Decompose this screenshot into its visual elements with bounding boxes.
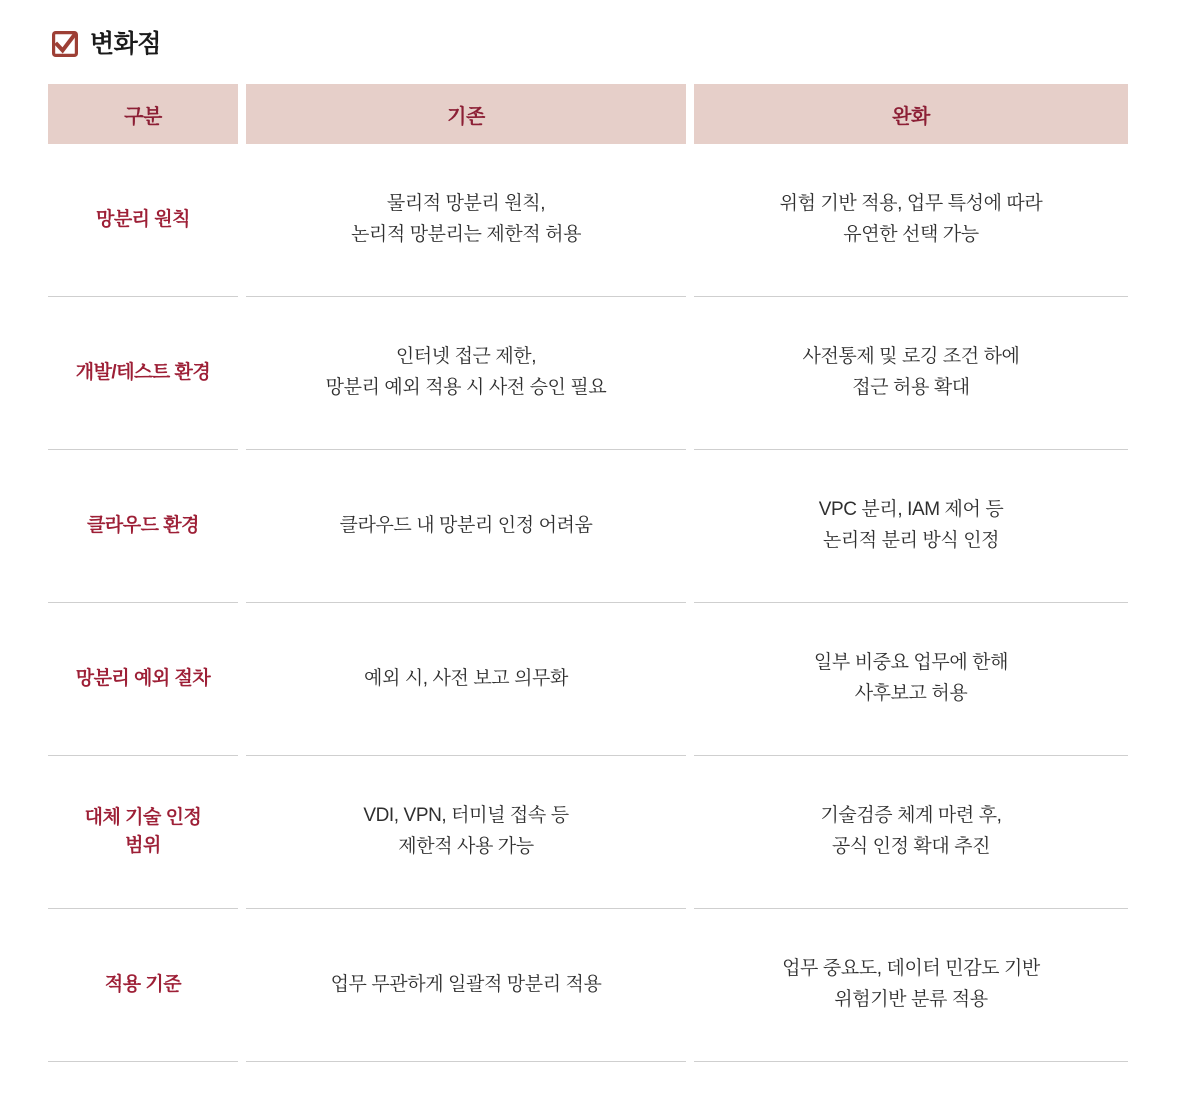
row-after-cell <box>694 756 1128 909</box>
cell-spacer <box>686 756 694 909</box>
cell-spacer <box>686 144 694 297</box>
text-line: 대체 기술 인정 <box>84 806 202 828</box>
text-line: 물리적 망분리 원칙, <box>386 193 546 215</box>
text-line: 일부 비중요 업무에 한해 <box>813 652 1009 674</box>
text-line: 망분리 예외 적용 시 사전 승인 필요 <box>325 377 607 398</box>
row-after-cell <box>694 144 1128 297</box>
cell-spacer <box>238 297 246 450</box>
text-line: 논리적 망분리는 제한적 허용 <box>350 224 582 245</box>
header-spacer-1 <box>238 84 246 144</box>
column-header-category: 구분 <box>48 84 238 144</box>
row-after-cell <box>694 909 1128 1062</box>
row-before-cell <box>246 603 686 756</box>
row-label <box>48 756 238 909</box>
table-header-row <box>48 84 1128 144</box>
checkbox-check-icon <box>52 31 78 57</box>
table-body <box>48 144 1128 1062</box>
text-line: 인터넷 접근 제한, <box>395 346 537 368</box>
column-header-after: 완화 <box>694 84 1128 144</box>
cell-spacer <box>686 297 694 450</box>
comparison-table <box>48 84 1128 1062</box>
text-line: 접근 허용 확대 <box>852 377 970 398</box>
row-before-cell <box>246 756 686 909</box>
row-after-cell <box>694 297 1128 450</box>
row-after-cell <box>694 450 1128 603</box>
table-row <box>48 603 1128 756</box>
text-line: 사후보고 허용 <box>854 683 968 704</box>
row-label: 망분리 원칙 <box>48 144 238 297</box>
text-line: 기술검증 체계 마련 후, <box>820 805 1002 827</box>
column-header-before: 기존 <box>246 84 686 144</box>
row-before-cell <box>246 909 686 1062</box>
text-line: 업무 무관하게 일괄적 망분리 적용 <box>330 973 602 995</box>
table-row <box>48 450 1128 603</box>
cell-spacer <box>238 450 246 603</box>
text-line: 예외 시, 사전 보고 의무화 <box>364 667 568 689</box>
page-title-row <box>52 26 1139 62</box>
row-before-cell <box>246 450 686 603</box>
cell-spacer <box>238 144 246 297</box>
text-line: 사전통제 및 로깅 조건 하에 <box>802 346 1020 368</box>
cell-spacer <box>686 603 694 756</box>
text-line: 제한적 사용 가능 <box>398 836 534 857</box>
row-after-cell <box>694 603 1128 756</box>
table-row <box>48 297 1128 450</box>
text-line: VPC 분리, IAM 제어 등 <box>818 499 1004 521</box>
table-row <box>48 909 1128 1062</box>
row-label: 클라우드 환경 <box>48 450 238 603</box>
cell-spacer <box>238 909 246 1062</box>
table-row <box>48 144 1128 297</box>
row-before-cell <box>246 144 686 297</box>
text-line: 업무 중요도, 데이터 민감도 기반 <box>782 958 1040 980</box>
text-line: 클라우드 내 망분리 인정 어려움 <box>339 514 593 536</box>
cell-spacer <box>686 450 694 603</box>
row-label: 망분리 예외 절차 <box>48 603 238 756</box>
row-before-cell <box>246 297 686 450</box>
row-label: 개발/테스트 환경 <box>48 297 238 450</box>
text-line: 유연한 선택 가능 <box>843 224 979 245</box>
text-line: 위험기반 분류 적용 <box>834 989 988 1010</box>
text-line: 위험 기반 적용, 업무 특성에 따라 <box>779 193 1043 215</box>
text-line: VDI, VPN, 터미널 접속 등 <box>363 805 569 827</box>
cell-spacer <box>238 603 246 756</box>
row-label: 적용 기준 <box>48 909 238 1062</box>
text-line: 범위 <box>125 835 161 856</box>
cell-spacer <box>238 756 246 909</box>
text-line: 논리적 분리 방식 인정 <box>822 530 1000 551</box>
table-head <box>48 84 1128 144</box>
cell-spacer <box>686 909 694 1062</box>
text-line: 공식 인정 확대 추진 <box>831 836 991 857</box>
header-spacer-2 <box>686 84 694 144</box>
table-row <box>48 756 1128 909</box>
page-title: 변화점 <box>90 29 161 58</box>
